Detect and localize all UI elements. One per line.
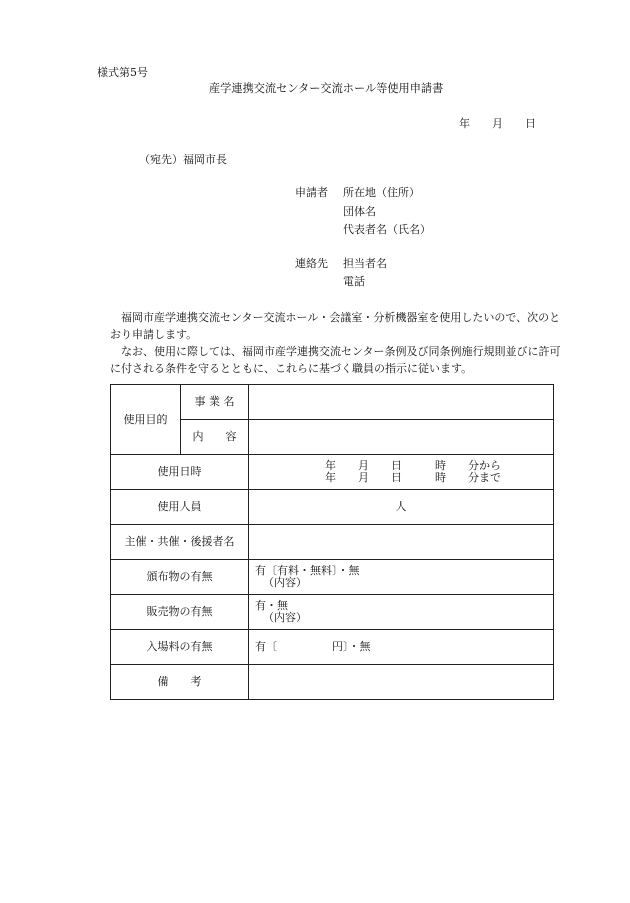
datetime-from-line: 年 月 日 時 分から: [325, 459, 501, 472]
attendees-field[interactable]: [249, 490, 554, 525]
applicant-representative-field: 代表者名（氏名）: [343, 223, 431, 236]
table-row: [111, 525, 554, 560]
distribution-label: 頒布物の有無: [111, 560, 249, 595]
applicant-organization-field: 団体名: [343, 205, 376, 218]
date-line: 年 月 日: [459, 117, 536, 130]
addressee: （宛先）福岡市長: [139, 153, 227, 166]
remarks-field[interactable]: [249, 665, 554, 700]
organizer-field[interactable]: [249, 525, 554, 560]
distribution-field[interactable]: [249, 560, 554, 595]
datetime-label: 使用日時: [111, 455, 249, 490]
datetime-to-line: 年 月 日 時 分まで: [325, 471, 501, 484]
distribution-detail: （内容）: [263, 576, 307, 589]
table-row: [111, 630, 554, 665]
table-row: [111, 665, 554, 700]
body-paragraph-1: 福岡市産学連携交流センター交流ホール・会議室・分析機器室を使用したいので、次のとおり申請します。: [110, 311, 561, 341]
content-label: 内 容: [181, 420, 249, 455]
application-table: [110, 384, 554, 700]
applicant-address-field: 所在地（住所）: [343, 186, 420, 199]
contact-phone-field: 電話: [343, 275, 365, 288]
table-row: [111, 560, 554, 595]
table-row: [111, 490, 554, 525]
sales-detail: （内容）: [263, 611, 307, 624]
purpose-label: 使用目的: [111, 385, 181, 455]
applicant-label: 申請者: [295, 186, 328, 199]
distribution-option: 有〔有料・無料〕・無: [255, 564, 360, 577]
sales-field[interactable]: [249, 595, 554, 630]
table-row: [111, 595, 554, 630]
datetime-field[interactable]: [249, 455, 554, 490]
admission-label: 入場料の有無: [111, 630, 249, 665]
event-name-label: 事 業 名: [181, 385, 249, 420]
form-title: 産学連携交流センター交流ホール等使用申請書: [209, 82, 444, 95]
event-name-field[interactable]: [249, 385, 554, 420]
admission-option: 有〔 円〕・無: [255, 640, 371, 653]
attendees-label: 使用人員: [111, 490, 249, 525]
table-row: [111, 455, 554, 490]
sales-option: 有・無: [255, 599, 288, 612]
remarks-label: 備 考: [111, 665, 249, 700]
organizer-label: 主催・共催・後援者名: [111, 525, 249, 560]
contact-person-field: 担当者名: [343, 257, 387, 270]
content-field[interactable]: [249, 420, 554, 455]
contact-label: 連絡先: [295, 257, 328, 270]
body-paragraph-2: なお、使用に際しては、福岡市産学連携交流センター条例及び同条例施行規則並びに許可に付される条件を守るとともに、これらに基づく職員の指示に従います。: [110, 345, 561, 375]
table-row: [111, 385, 554, 420]
sales-label: 販売物の有無: [111, 595, 249, 630]
form-number: 様式第5号: [97, 66, 148, 79]
admission-field[interactable]: [249, 630, 554, 665]
attendees-unit: 人: [395, 500, 407, 513]
